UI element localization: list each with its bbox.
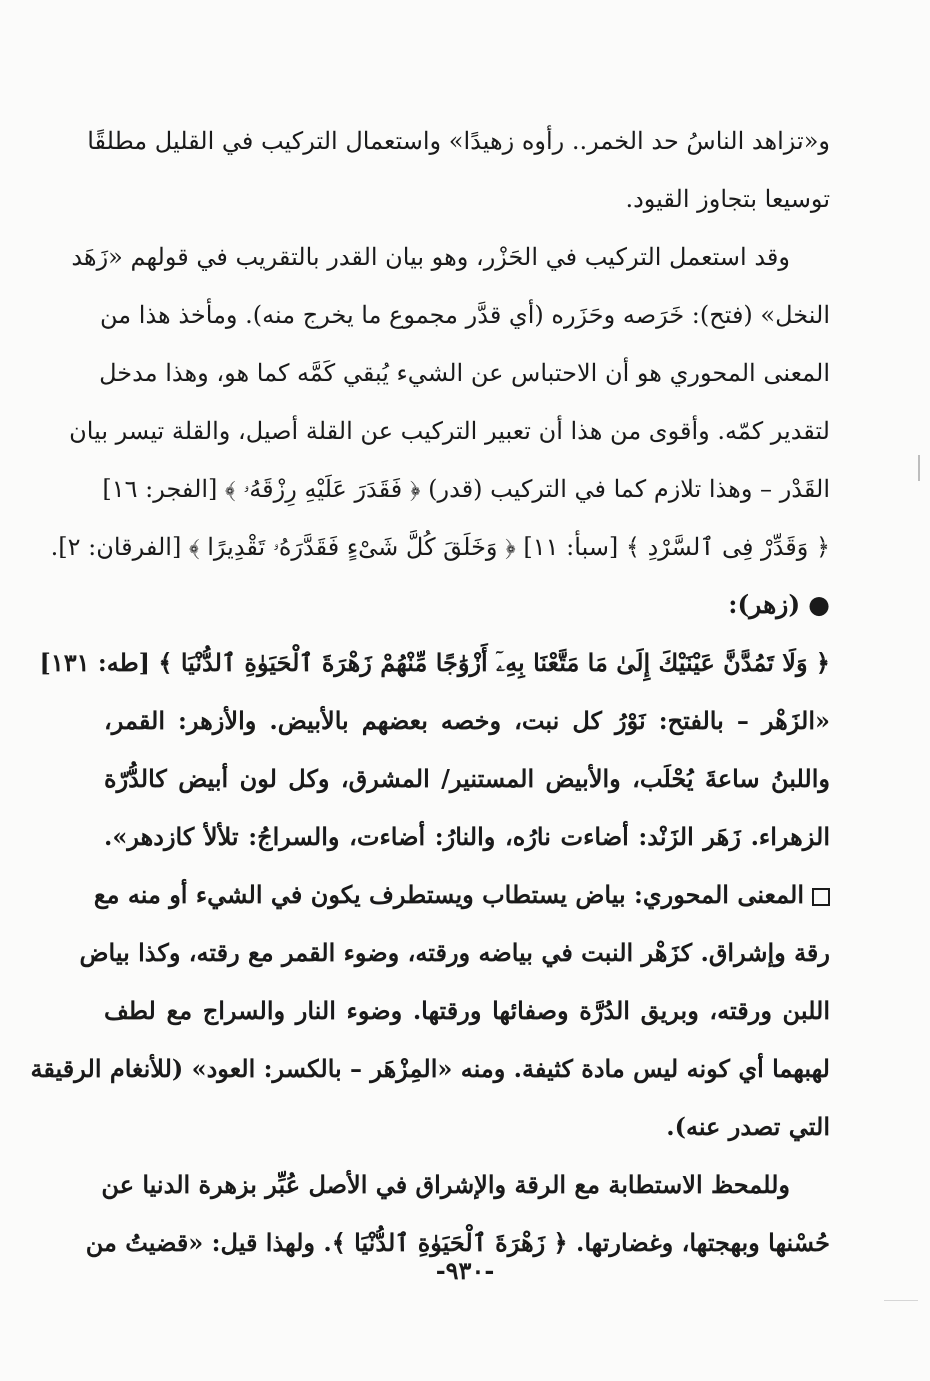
text-line-11: «الزَهْر – بالفتح: نَوْرُ كل نبت، وخصه بعضهم بالأبيض. والأزهر: القمر، <box>104 706 830 735</box>
text-line-1: و«تزاهد الناسُ حد الخمر.. رأوه زهيدًا» واستعمال التركيب في القليل مطلقًا <box>87 127 830 155</box>
text-line-2: توسيعا بتجاوز القيود. <box>625 185 830 213</box>
text-line-5: المعنى المحوري هو أن الاحتباس عن الشيء يُبقي كَمَّه كما هو، وهذا مدخل <box>99 359 830 387</box>
text-line-8: ﴿ وَقَدِّرْ فِى ٱلسَّرْدِ ﴾ [سبأ: ١١] ﴿ وَخَلَقَ كُلَّ شَىْءٍ فَقَدَّرَهُۥ تَقْدِيرًا ﴾ [الفرقان: ٢]. <box>50 533 830 561</box>
text-line-6: لتقدير كمّه. وأقوى من هذا أن تعبير التركيب عن القلة أصيل، والقلة تيسر بيان <box>69 417 830 445</box>
text-line-20: حُسْنها وبهجتها، وغضارتها. ﴿ زَهْرَةَ ٱلْحَيَوٰةِ ٱلدُّنْيَا ﴾. ولهذا قيل: «قضيتُ من <box>85 1228 830 1257</box>
margin-mark <box>884 1300 918 1301</box>
text-line-3: وقد استعمل التركيب في الحَزْر، وهو بيان القدر بالتقريب في قولهم «زَهَد <box>71 243 790 271</box>
margin-mark <box>918 455 920 481</box>
text-line-14-label: المعنى المحوري: بياض يستطاب ويستطرف يكون في الشيء أو منه مع <box>93 880 804 909</box>
text-line-18: التي تصدر عنه). <box>666 1112 830 1141</box>
text-line-17: لهبهما أي كونه ليس مادة كثيفة. ومنه «المِزْهَر – بالكسر: العود» (للأنغام الرقيقة <box>30 1054 830 1083</box>
body-text <box>30 112 830 1272</box>
quran-verse-line: ﴿ وَلَا تَمُدَّنَّ عَيْنَيْكَ إِلَىٰ مَا مَتَّعْنَا بِهِۦٓ أَزْوَٰجًا مِّنْهُمْ زَهْرَةَ ٱلْحَيَوٰةِ ٱلدُّنْيَا ﴾ [طه: ١٣١] <box>39 648 830 677</box>
bullet-icon: ● <box>808 590 830 619</box>
text-line-14 <box>93 866 830 924</box>
text-line-15: رقة وإشراق. كزَهْر النبت في بياضه ورقته، وضوء القمر مع رقته، وكذا بياض <box>79 938 830 967</box>
text-line-12: واللبنُ ساعةَ يُحْلَب، والأبيض المستنير/ المشرق، وكل لون أبيض كالدُّرّة <box>104 764 830 793</box>
text-line-16: اللبن ورقته، وبريق الدُرَّة وصفائها ورقتها. وضوء النار والسراج مع لطف <box>104 996 830 1025</box>
section-heading <box>104 576 830 634</box>
page-number: -٩٣٠- <box>435 1256 495 1285</box>
text-line-13: الزهراء. زَهَر الزَنْد: أضاءت نارُه، والنارُ: أضاءت، والسراجُ: تلألأ كازدهر». <box>104 822 830 851</box>
text-line-7: القَدْر – وهذا تلازم كما في التركيب (قدر) ﴿ فَقَدَرَ عَلَيْهِ رِزْقَهُۥ ﴾ [الفجر: ١٦] <box>102 475 830 503</box>
text-line-4: النخل» (فتح): خَرَصه وحَزَره (أي قدَّر مجموع ما يخرج منه). ومأخذ هذا من <box>100 301 830 329</box>
text-line-19: وللمحظ الاستطابة مع الرقة والإشراق في الأصل عُبِّر بزهرة الدنيا عن <box>101 1170 790 1199</box>
square-box-icon <box>812 888 830 906</box>
section-heading-label: (زهر): <box>728 590 801 619</box>
